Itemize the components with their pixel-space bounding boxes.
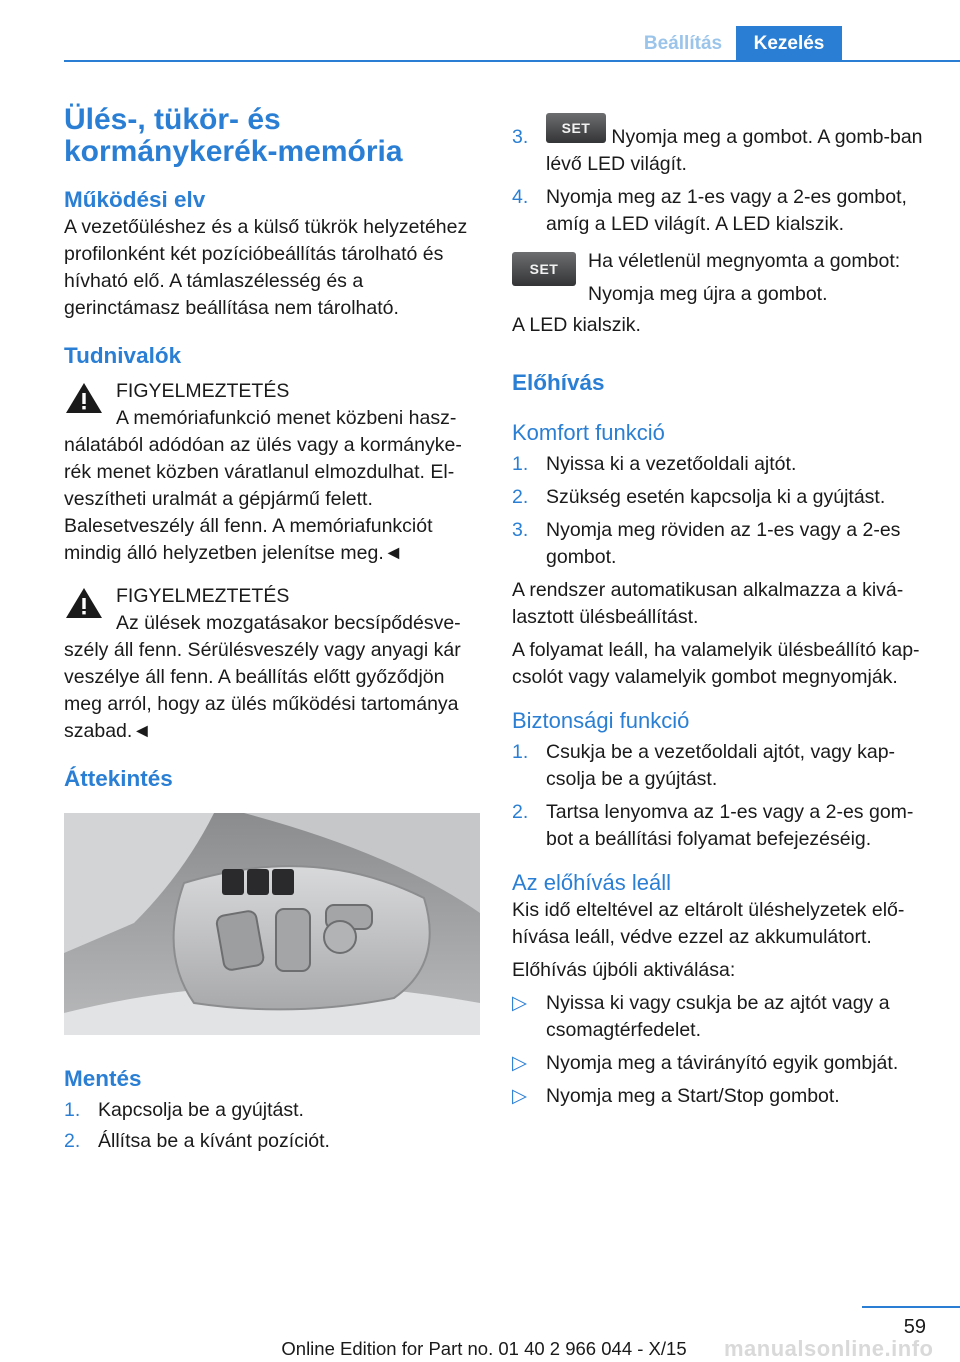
triangle-bullet-icon: ▷ xyxy=(512,1052,527,1074)
triangle-bullet-icon: ▷ xyxy=(512,1085,527,1107)
tab-settings[interactable]: Beállítás xyxy=(643,33,723,54)
step-number: 2. xyxy=(64,1130,81,1152)
list-item xyxy=(512,184,928,238)
recall-stop-paragraph: Kis idő elteltével az eltárolt üléshelyzetek elő-hívása leáll, védve ezzel az akkumulátort. xyxy=(512,899,905,948)
edition-footer: Online Edition for Part no. 01 40 2 966 044 - X/15 xyxy=(281,1338,687,1359)
right-column xyxy=(512,119,928,1110)
step-text: Nyomja meg röviden az 1-es vagy a 2-es gombot. xyxy=(546,519,901,568)
led-off-text: A LED kialszik. xyxy=(512,314,641,336)
warning-2-first-line: Az ülések mozgatásakor becsípődésve- xyxy=(116,612,461,634)
step-text: Szükség esetén kapcsolja ki a gyújtást. xyxy=(546,486,886,508)
page-title: Ülés-, tükör- és kormánykerék-memória xyxy=(64,103,403,168)
comfort-paragraph-2: A folyamat leáll, ha valamelyik ülésbeállító kap-csolót vagy valamelyik gombot megnyomják. xyxy=(512,639,920,688)
bullet-text: Nyomja meg a Start/Stop gombot. xyxy=(546,1085,840,1107)
step-number: 1. xyxy=(64,1099,81,1121)
step-text: Tartsa lenyomva az 1-es vagy a 2-es gom-bot a beállítási folyamat befejezéséig. xyxy=(546,801,914,850)
seat-photo-illustration xyxy=(64,813,480,1035)
page-number: 59 xyxy=(903,1316,926,1338)
bullet-text: Nyomja meg a távirányító egyik gombját. xyxy=(546,1052,899,1074)
list-item xyxy=(512,1050,928,1077)
step-text: Kapcsolja be a gyújtást. xyxy=(98,1099,304,1121)
left-column xyxy=(64,104,480,1155)
step-number: 4. xyxy=(512,186,529,208)
step-number: 3. xyxy=(512,126,529,148)
step-number: 2. xyxy=(512,486,529,508)
accidental-press-note xyxy=(512,248,928,308)
warning-1-title: FIGYELMEZTETÉS xyxy=(116,380,290,402)
step-3-text: Nyomja meg a gombot. A gomb-ban lévő LED világít. xyxy=(546,126,923,175)
safety-heading: Biztonsági funkció xyxy=(512,708,690,733)
list-item xyxy=(512,517,928,571)
step-number: 2. xyxy=(512,801,529,823)
recall-heading: Előhívás xyxy=(512,370,605,395)
list-item xyxy=(512,990,928,1044)
notes-heading: Tudnivalók xyxy=(64,343,182,368)
warning-triangle-icon xyxy=(64,380,104,416)
warning-triangle-icon xyxy=(64,585,104,621)
list-item xyxy=(512,799,928,853)
step-text: Nyissa ki a vezetőoldali ajtót. xyxy=(546,453,797,475)
warning-block-1 xyxy=(64,378,480,567)
safety-steps-list xyxy=(512,739,928,853)
seat-memory-buttons-photo xyxy=(64,813,480,1035)
warning-block-2 xyxy=(64,583,480,745)
watermark: manualsonline.info xyxy=(724,1336,934,1361)
reactivation-bullets xyxy=(512,990,928,1110)
footer-divider xyxy=(862,1306,960,1308)
step-text: Csukja be a vezetőoldali ajtót, vagy kap-csolja be a gyújtást. xyxy=(546,741,896,790)
tab-operation[interactable]: Kezelés xyxy=(736,26,842,62)
step-number: 1. xyxy=(512,741,529,763)
step-text: Nyomja meg az 1-es vagy a 2-es gombot, amíg a LED világít. A LED kialszik. xyxy=(546,186,907,235)
accidental-line-2: Nyomja meg újra a gombot. xyxy=(588,283,828,305)
list-item xyxy=(512,484,928,511)
save-steps-list xyxy=(64,1097,480,1155)
step-text xyxy=(546,119,928,178)
step-number: 1. xyxy=(512,453,529,475)
warning-1-text: nálatából adódóan az ülés vagy a kormányke-rék menet közben váratlanul elmozdulhat. El-veszítheti uralmát a gépjármű felett. Balesetveszély áll fenn. A memóriafunkciót mindig álló helyzetben jelenítse meg.◄ xyxy=(64,434,462,564)
list-item xyxy=(512,451,928,478)
list-item xyxy=(512,119,928,178)
step-text: Állítsa be a kívánt pozíciót. xyxy=(98,1130,330,1152)
save-heading: Mentés xyxy=(64,1066,142,1091)
warning-1-first-line: A memóriafunkció menet közbeni hasz- xyxy=(116,407,457,429)
list-item xyxy=(64,1097,480,1124)
principle-heading: Működési elv xyxy=(64,187,206,212)
comfort-steps-list xyxy=(512,451,928,571)
comfort-heading: Komfort funkció xyxy=(512,420,665,445)
warning-2-title: FIGYELMEZTETÉS xyxy=(116,585,290,607)
triangle-bullet-icon: ▷ xyxy=(512,992,527,1014)
principle-text: A vezetőüléshez és a külső tükrök helyzetéhez profilonként két pozícióbeállítás tárolható és hívható elő. A támlaszélesség és a gerinctámasz beállítása nem tárolható. xyxy=(64,216,468,319)
reactivation-intro: Előhívás újbóli aktiválása: xyxy=(512,959,736,981)
warning-2-text: szély áll fenn. Sérülésveszély vagy anyagi kár veszélye áll fenn. A beállítás előtt győződjön meg arról, hogy az ülés működési tartománya szabad.◄ xyxy=(64,639,461,742)
comfort-paragraph-1: A rendszer automatikusan alkalmazza a kivá-lasztott ülésbeállítást. xyxy=(512,579,904,628)
bullet-text: Nyissa ki vagy csukja be az ajtót vagy a csomagtérfedelet. xyxy=(546,992,890,1041)
overview-heading: Áttekintés xyxy=(64,766,173,791)
set-button-icon: SET xyxy=(512,252,576,286)
list-item xyxy=(512,739,928,793)
list-item xyxy=(512,1083,928,1110)
recall-stop-heading: Az előhívás leáll xyxy=(512,870,671,895)
list-item xyxy=(64,1128,480,1155)
set-button-icon: SET xyxy=(546,113,606,143)
accidental-line-1: Ha véletlenül megnyomta a gombot: xyxy=(588,250,901,272)
step-number: 3. xyxy=(512,519,529,541)
header-divider xyxy=(64,60,960,62)
